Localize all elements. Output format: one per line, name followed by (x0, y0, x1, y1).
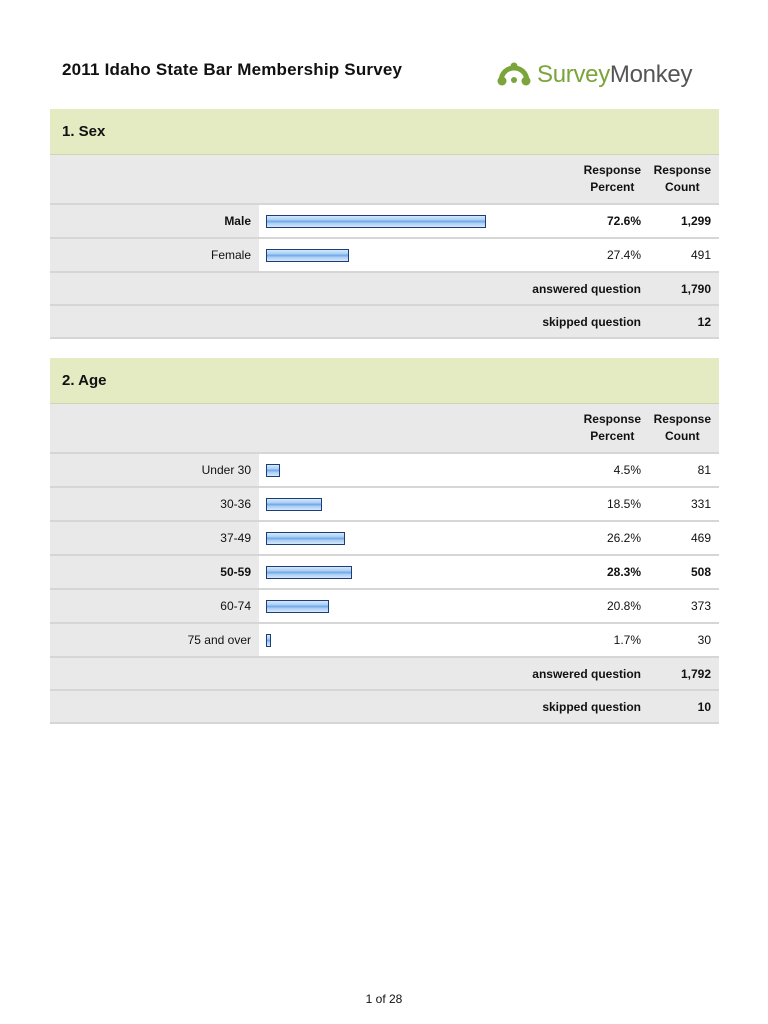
answer-row (50, 522, 719, 556)
answer-row (50, 205, 719, 239)
response-bar (266, 532, 345, 545)
response-bar (266, 498, 322, 511)
answered-question-row: answered question 1,790 (50, 273, 719, 306)
question-age (50, 358, 719, 724)
answered-question-row: answered question 1,792 (50, 658, 719, 691)
response-count: 331 (641, 488, 719, 520)
answer-label: Female (50, 239, 259, 271)
skipped-count: 10 (697, 699, 711, 714)
response-percent: 4.5% (571, 454, 641, 486)
question-sex (50, 109, 719, 339)
response-percent: 18.5% (571, 488, 641, 520)
response-percent: 72.6% (571, 205, 641, 237)
response-count: 1,299 (641, 205, 719, 237)
skipped-question-row: skipped question 12 (50, 306, 719, 339)
answer-row (50, 556, 719, 590)
response-count-header: Response Count (653, 163, 711, 194)
question-title: 1. Sex (50, 109, 719, 155)
answered-count: 1,790 (680, 281, 711, 296)
response-percent: 20.8% (571, 590, 641, 622)
response-percent: 26.2% (571, 522, 641, 554)
document-title: 2011 Idaho State Bar Membership Survey (62, 60, 403, 79)
answer-row (50, 488, 719, 522)
response-count: 30 (641, 624, 719, 656)
response-percent: 28.3% (571, 556, 641, 588)
answer-label: Under 30 (50, 454, 259, 486)
skipped-question-row: skipped question 10 (50, 691, 719, 724)
response-bar (266, 464, 280, 477)
answer-label: 50-59 (50, 556, 259, 588)
question-title: 2. Age (50, 358, 719, 404)
answer-row (50, 239, 719, 273)
answered-count: 1,792 (680, 666, 711, 681)
page-number: 1 of 28 (365, 992, 403, 1006)
answer-label: 60-74 (50, 590, 259, 622)
response-percent-header: Response Percent (583, 412, 641, 443)
column-header-row (50, 155, 719, 205)
column-header-row (50, 404, 719, 454)
answer-label: 75 and over (50, 624, 259, 656)
response-bar (266, 215, 486, 228)
response-count: 508 (641, 556, 719, 588)
response-count: 373 (641, 590, 719, 622)
answer-row (50, 590, 719, 624)
response-bar (266, 249, 349, 262)
answer-label: Male (50, 205, 259, 237)
response-count: 469 (641, 522, 719, 554)
answer-row (50, 624, 719, 658)
response-bar (266, 600, 329, 613)
response-count-header: Response Count (653, 412, 711, 443)
response-bar (266, 566, 352, 579)
response-percent-header: Response Percent (583, 163, 641, 194)
response-bar (266, 634, 271, 647)
skipped-count: 12 (697, 314, 711, 329)
answer-label: 30-36 (50, 488, 259, 520)
surveymonkey-logo (497, 58, 692, 92)
monkey-logo-icon (497, 60, 531, 90)
response-count: 81 (641, 454, 719, 486)
logo-text: SurveyMonkey (537, 61, 693, 88)
response-percent: 27.4% (571, 239, 641, 271)
response-percent: 1.7% (571, 624, 641, 656)
response-count: 491 (641, 239, 719, 271)
answer-label: 37-49 (50, 522, 259, 554)
answer-row (50, 454, 719, 488)
